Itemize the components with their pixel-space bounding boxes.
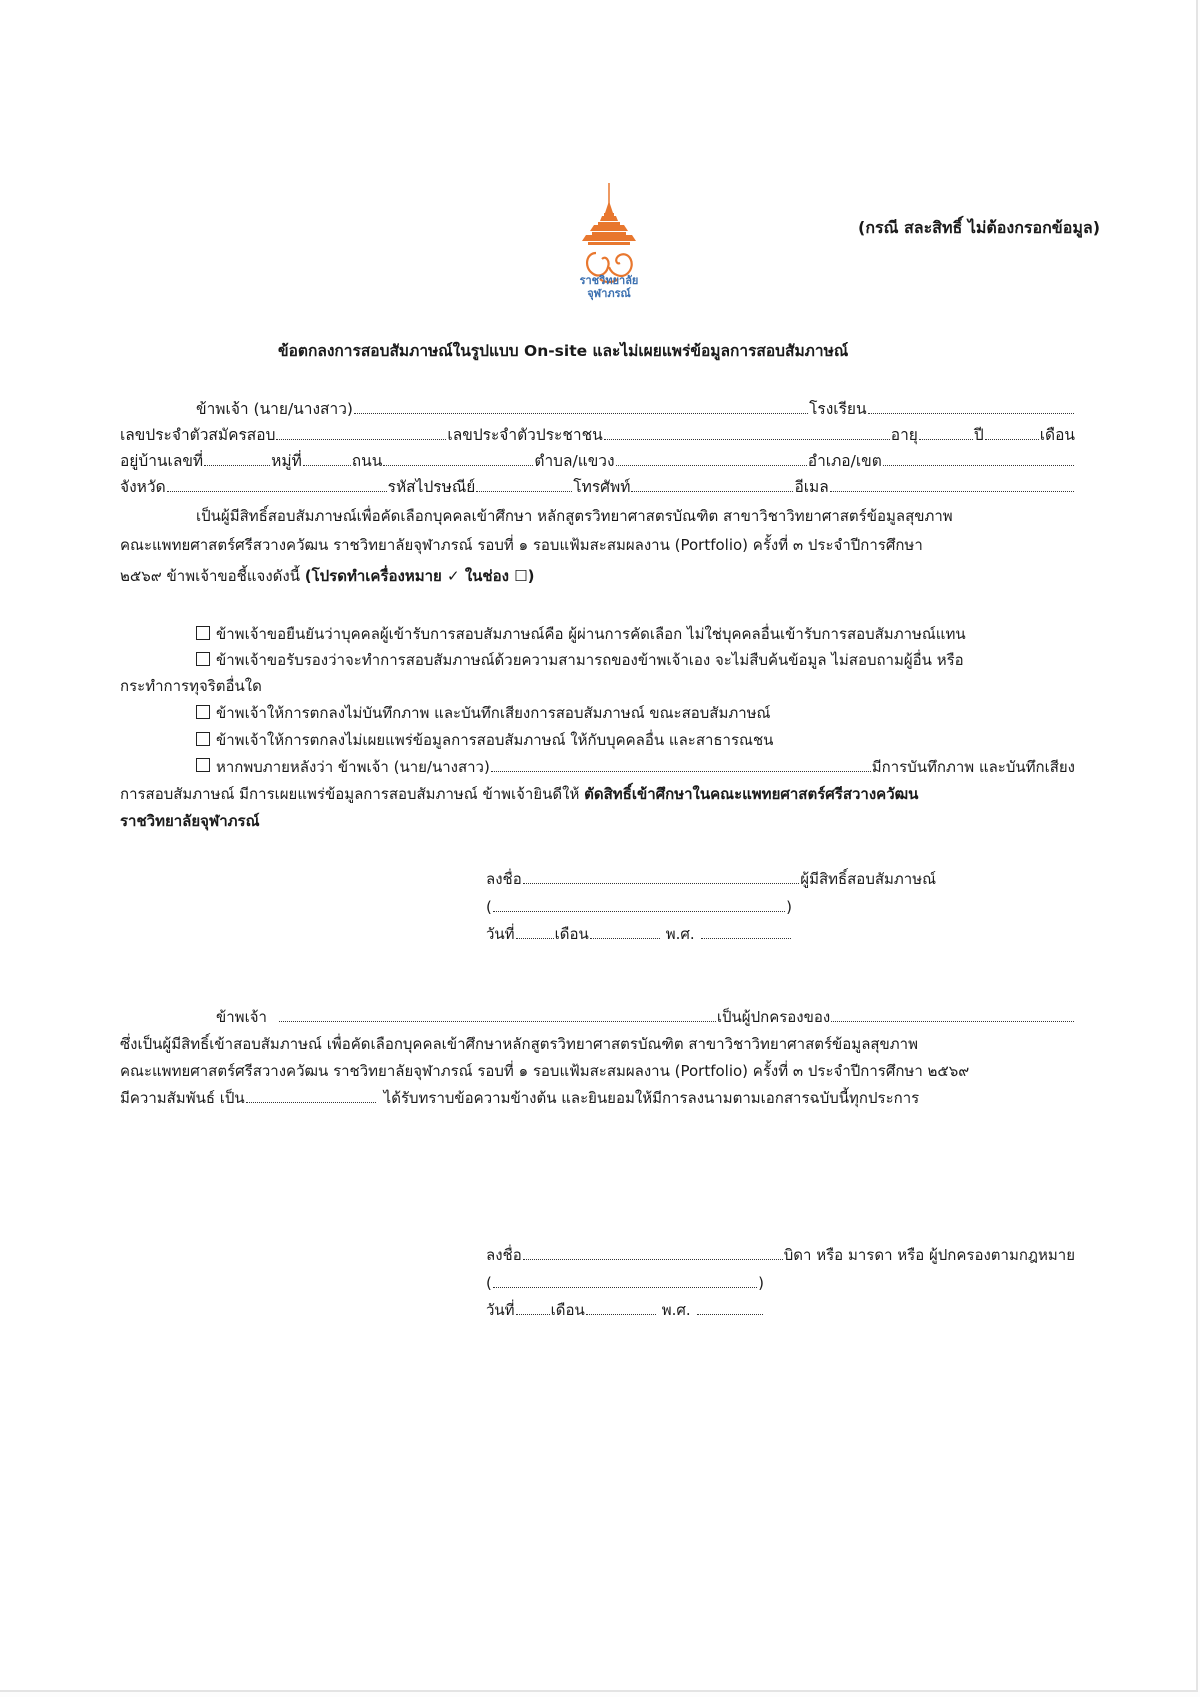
month-label: เดือน bbox=[1039, 426, 1075, 444]
guardian-relation-row bbox=[120, 1085, 1000, 1111]
signature1-date-row bbox=[486, 921, 792, 947]
house-no-field[interactable] bbox=[204, 451, 270, 466]
checklist-item-3[interactable] bbox=[196, 700, 770, 726]
signature2-role: บิดา หรือ มารดา หรือ ผู้ปกครองตามกฎหมาย bbox=[783, 1246, 1075, 1264]
phone-field[interactable] bbox=[631, 477, 793, 492]
signature1-year-field[interactable] bbox=[701, 924, 791, 939]
checklist-text: ข้าพเจ้าขอรับรองว่าจะทำการสอบสัมภาษณ์ด้วยความสามารถของข้าพเจ้าเอง จะไม่สืบค้นข้อมูล ไม่สอบถามผู้อื่น หรือ bbox=[216, 651, 964, 669]
guardian-name-field[interactable] bbox=[279, 1007, 716, 1022]
house-no-label: อยู่บ้านเลขที่ bbox=[120, 452, 204, 470]
postcode-label: รหัสไปรษณีย์ bbox=[387, 478, 476, 496]
applicant-contact-row bbox=[120, 474, 1075, 500]
district-field[interactable] bbox=[883, 451, 1074, 466]
citizen-id-field[interactable] bbox=[604, 425, 890, 440]
month-label: เดือน bbox=[554, 925, 589, 943]
name-field[interactable] bbox=[354, 399, 808, 414]
province-label: จังหวัด bbox=[120, 478, 166, 496]
date-label: วันที่ bbox=[486, 925, 515, 943]
open-paren: ( bbox=[486, 1274, 492, 1292]
checklist-item-2[interactable] bbox=[196, 647, 964, 673]
signature2-date-row bbox=[486, 1297, 764, 1323]
school-label: โรงเรียน bbox=[809, 400, 867, 418]
relation-field[interactable] bbox=[246, 1088, 376, 1103]
year-label: ปี bbox=[973, 426, 984, 444]
logo-text bbox=[566, 274, 652, 300]
signature1-printed-name-row bbox=[486, 894, 792, 920]
guardian-line2: ซึ่งเป็นผู้มีสิทธิ์เข้าสอบสัมภาษณ์ เพื่อคัดเลือกบุคคลเข้าศึกษาหลักสูตรวิทยาศาสตรบัณฑิต สาขาวิชาวิทยาศาสตร์ข้อมูลสุขภาพ bbox=[120, 1035, 918, 1053]
guardian-name-label: ข้าพเจ้า bbox=[216, 1008, 267, 1026]
applicant-name-row bbox=[120, 396, 1075, 422]
intro-instruction: (โปรดทำเครื่องหมาย ✓ ในช่อง ☐) bbox=[304, 567, 535, 585]
signature2-printed-name-field[interactable] bbox=[493, 1273, 757, 1288]
signature1-row bbox=[486, 866, 936, 892]
guardian-of-field[interactable] bbox=[831, 1007, 1074, 1022]
intro-line3-text: ๒๕๖๙ ข้าพเจ้าขอชี้แจงดังนี้ bbox=[120, 567, 300, 585]
applicant-id-row bbox=[120, 422, 1075, 448]
checklist-text: หากพบภายหลังว่า ข้าพเจ้า (นาย/นางสาว) bbox=[216, 758, 490, 776]
district-label: อำเภอ/เขต bbox=[807, 452, 882, 470]
intro-line3 bbox=[120, 563, 534, 589]
checklist-text: ข้าพเจ้าให้การตกลงไม่เผยแพร่ข้อมูลการสอบสัมภาษณ์ ให้กับบุคคลอื่น และสาธารณชน bbox=[216, 731, 774, 749]
signature2-year-field[interactable] bbox=[697, 1300, 763, 1315]
signature2-month-field[interactable] bbox=[586, 1300, 656, 1315]
checkbox[interactable] bbox=[196, 732, 210, 746]
date-label: วันที่ bbox=[486, 1301, 515, 1319]
logo-text-line2: จุฬาภรณ์ bbox=[587, 287, 631, 300]
checkbox[interactable] bbox=[196, 705, 210, 719]
signature1-day-field[interactable] bbox=[516, 924, 554, 939]
checklist-item-2-continuation: กระทำการทุจริตอื่นใด bbox=[120, 677, 262, 695]
intro-line2: คณะแพทยศาสตร์ศรีสวางควัฒน ราชวิทยาลัยจุฬาภรณ์ รอบที่ ๑ รอบแฟ้มสะสมผลงาน (Portfolio) ครั้งที่ ๓ ประจำปีการศึกษา bbox=[120, 536, 923, 554]
age-months-field[interactable] bbox=[985, 425, 1039, 440]
checklist-item-5[interactable] bbox=[196, 754, 1075, 780]
document-title: ข้อตกลงการสอบสัมภาษณ์ในรูปแบบ On-site และไม่เผยแพร่ข้อมูลการสอบสัมภาษณ์ bbox=[278, 342, 849, 360]
consent-text: ได้รับทราบข้อความข้างต้น และยินยอมให้มีการลงนามตามเอกสารฉบับนี้ทุกประการ bbox=[383, 1089, 920, 1107]
moo-field[interactable] bbox=[303, 451, 351, 466]
violator-name-field[interactable] bbox=[491, 757, 871, 772]
applicant-address-row bbox=[120, 448, 1075, 474]
signature1-role: ผู้มีสิทธิ์สอบสัมภาษณ์ bbox=[800, 870, 936, 888]
age-years-field[interactable] bbox=[919, 425, 973, 440]
penalty-text: ตัดสิทธิ์เข้าศึกษาในคณะแพทยศาสตร์ศรีสวางควัฒน bbox=[584, 785, 919, 803]
citizen-id-label: เลขประจำตัวประชาชน bbox=[447, 426, 603, 444]
close-paren: ) bbox=[786, 898, 792, 916]
name-label: ข้าพเจ้า (นาย/นางสาว) bbox=[196, 400, 353, 418]
continuation-text: การสอบสัมภาษณ์ มีการเผยแพร่ข้อมูลการสอบสัมภาษณ์ ข้าพเจ้ายินดีให้ bbox=[120, 785, 580, 803]
checklist-text-after: มีการบันทึกภาพ และบันทึกเสียง bbox=[871, 758, 1075, 776]
exam-id-label: เลขประจำตัวสมัครสอบ bbox=[120, 426, 276, 444]
signature2-printed-name-row bbox=[486, 1270, 764, 1296]
year-label: พ.ศ. bbox=[665, 925, 695, 943]
signature2-field[interactable] bbox=[523, 1245, 783, 1260]
moo-label: หมู่ที่ bbox=[271, 452, 302, 470]
signature1-printed-name-field[interactable] bbox=[493, 897, 785, 912]
checkbox[interactable] bbox=[196, 758, 210, 772]
relation-label: มีความสัมพันธ์ เป็น bbox=[120, 1089, 245, 1107]
header-note: (กรณี สละสิทธิ์ ไม่ต้องกรอกข้อมูล) bbox=[858, 218, 1101, 237]
checkbox[interactable] bbox=[196, 626, 210, 640]
year-label: พ.ศ. bbox=[661, 1301, 691, 1319]
guardian-name-row bbox=[216, 1004, 1075, 1030]
checklist-item-4[interactable] bbox=[196, 727, 773, 753]
signature2-row bbox=[486, 1242, 1075, 1268]
checklist-item-5-continuation bbox=[120, 781, 918, 807]
email-field[interactable] bbox=[830, 477, 1074, 492]
subdistrict-field[interactable] bbox=[616, 451, 807, 466]
open-paren: ( bbox=[486, 898, 492, 916]
intro-line1: เป็นผู้มีสิทธิ์สอบสัมภาษณ์เพื่อคัดเลือกบุคคลเข้าศึกษา หลักสูตรวิทยาศาสตรบัณฑิต สาขาวิชาวิทยาศาสตร์ข้อมูลสุขภาพ bbox=[196, 507, 953, 525]
penalty-text-line2: ราชวิทยาลัยจุฬาภรณ์ bbox=[120, 812, 260, 830]
month-label: เดือน bbox=[550, 1301, 585, 1319]
guardian-line3: คณะแพทยศาสตร์ศรีสวางควัฒน ราชวิทยาลัยจุฬาภรณ์ รอบที่ ๑ รอบแฟ้มสะสมผลงาน (Portfolio) ครั้งที่ ๓ ประจำปีการศึกษา ๒๕๖๙ bbox=[120, 1062, 970, 1080]
close-paren: ) bbox=[758, 1274, 764, 1292]
sign-label: ลงชื่อ bbox=[486, 870, 522, 888]
checklist-text: ข้าพเจ้าขอยืนยันว่าบุคคลผู้เข้ารับการสอบสัมภาษณ์คือ ผู้ผ่านการคัดเลือก ไม่ใช่บุคคลอื่นเข้ารับการสอบสัมภาษณ์แทน bbox=[216, 625, 966, 643]
checklist-item-1[interactable] bbox=[196, 621, 966, 647]
phone-label: โทรศัพท์ bbox=[573, 478, 631, 496]
postcode-field[interactable] bbox=[476, 477, 572, 492]
road-label: ถนน bbox=[351, 452, 383, 470]
age-label: อายุ bbox=[890, 426, 918, 444]
logo-text-line1: ราชวิทยาลัย bbox=[579, 274, 639, 287]
subdistrict-label: ตำบล/แขวง bbox=[534, 452, 615, 470]
school-field[interactable] bbox=[868, 399, 1074, 414]
signature1-field[interactable] bbox=[523, 869, 800, 884]
sign-label: ลงชื่อ bbox=[486, 1246, 522, 1264]
signature1-month-field[interactable] bbox=[590, 924, 660, 939]
province-field[interactable] bbox=[167, 477, 387, 492]
checklist-text: ข้าพเจ้าให้การตกลงไม่บันทึกภาพ และบันทึกเสียงการสอบสัมภาษณ์ ขณะสอบสัมภาษณ์ bbox=[216, 704, 771, 722]
exam-id-field[interactable] bbox=[276, 425, 446, 440]
guardian-of-label: เป็นผู้ปกครองของ bbox=[716, 1008, 831, 1026]
signature2-day-field[interactable] bbox=[516, 1300, 550, 1315]
checkbox[interactable] bbox=[196, 652, 210, 666]
road-field[interactable] bbox=[383, 451, 533, 466]
email-label: อีเมล bbox=[794, 478, 829, 496]
